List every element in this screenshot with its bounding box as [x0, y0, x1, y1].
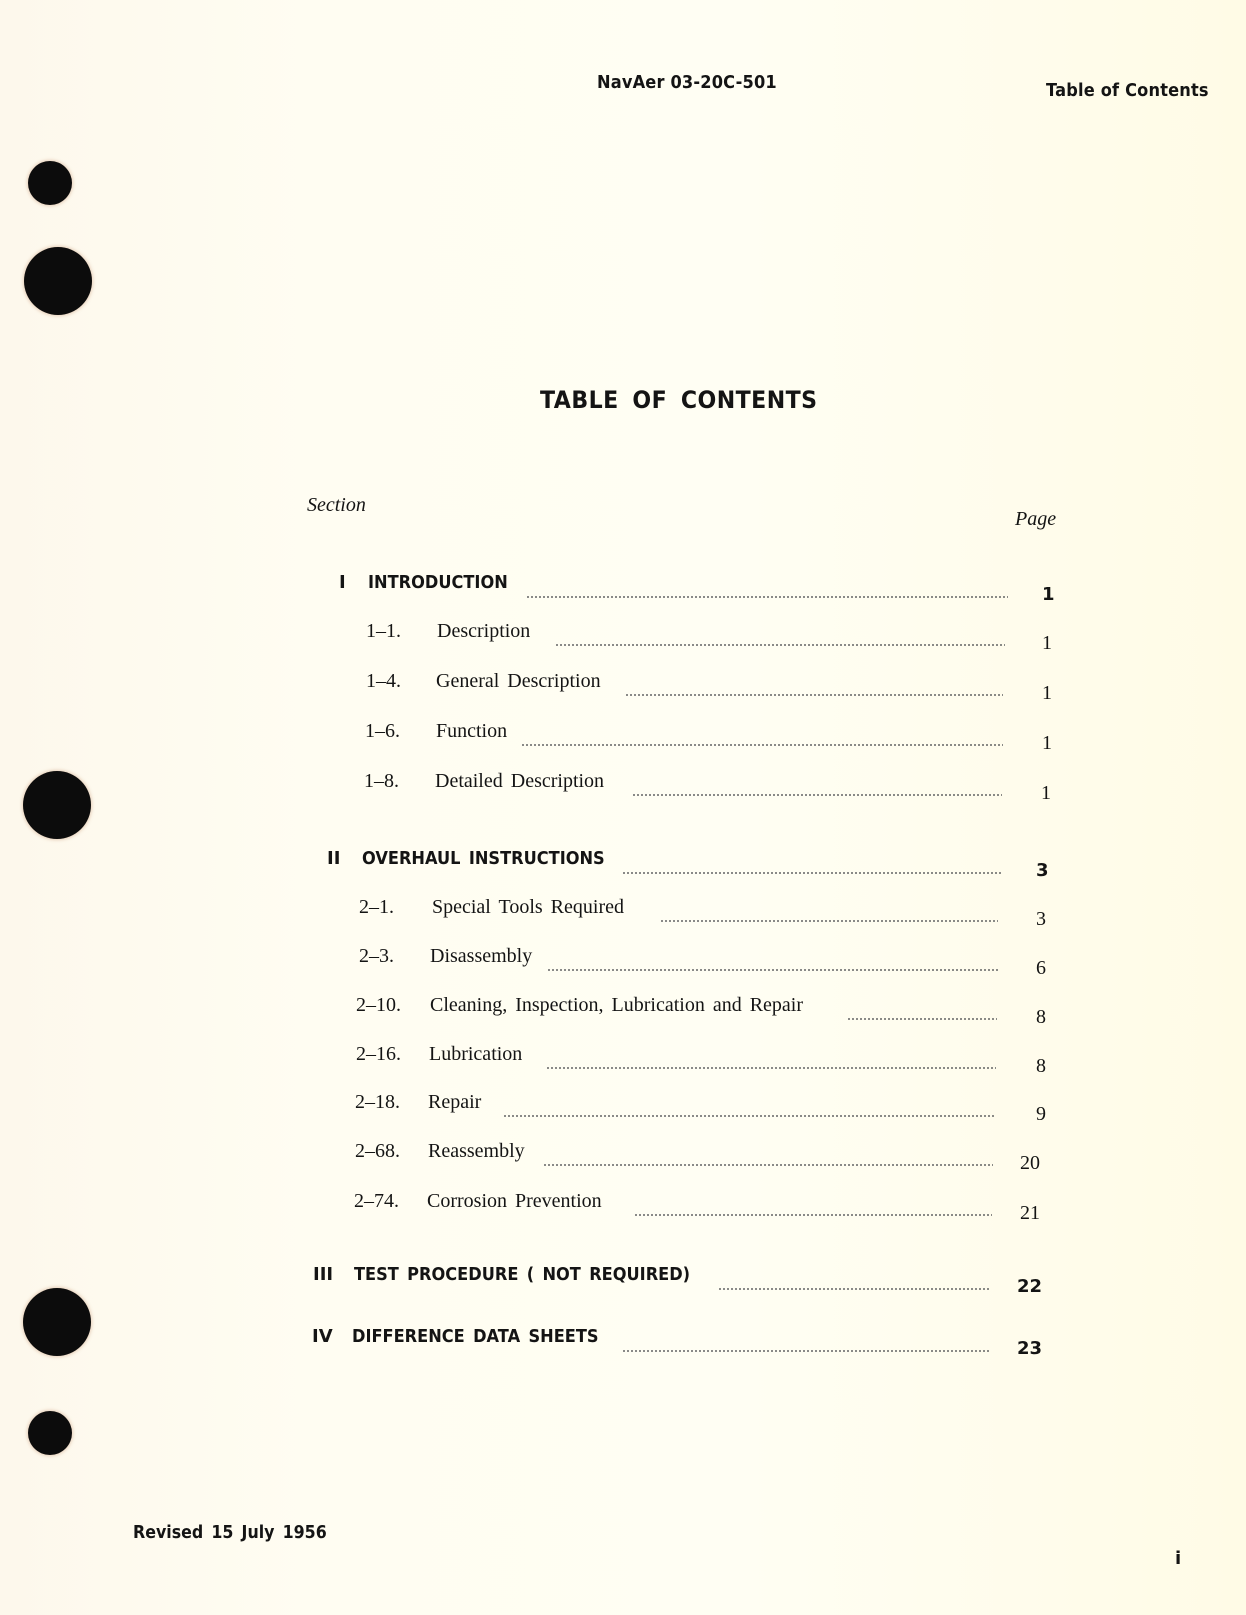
dot-leader	[622, 1350, 990, 1352]
section-title: TEST PROCEDURE ( NOT REQUIRED)	[354, 1264, 691, 1285]
page-number: 23	[1017, 1338, 1043, 1359]
paragraph-number: 1–1.	[366, 620, 401, 642]
binding-hole-large	[24, 247, 92, 315]
item-title: Corrosion Prevention	[427, 1190, 602, 1212]
dot-leader	[555, 644, 1005, 646]
item-title: Repair	[428, 1091, 482, 1113]
page-number: 9	[1036, 1103, 1046, 1125]
dot-leader	[521, 744, 1003, 746]
toc-item-row[interactable]	[0, 620, 1246, 654]
paragraph-number: 2–18.	[355, 1091, 400, 1113]
page-number: 1	[1042, 732, 1052, 754]
toc-item-row[interactable]	[0, 994, 1246, 1028]
item-title: Function	[436, 720, 508, 742]
paragraph-number: 2–68.	[355, 1140, 400, 1162]
toc-item-row[interactable]	[0, 770, 1246, 804]
page-column-label: Page	[1015, 508, 1057, 530]
dot-leader	[847, 1018, 997, 1020]
page-number: 8	[1036, 1055, 1046, 1077]
dot-leader	[634, 1214, 992, 1216]
dot-leader	[622, 872, 1002, 874]
item-title: Special Tools Required	[432, 896, 624, 918]
item-title: Reassembly	[428, 1140, 525, 1162]
dot-leader	[546, 1067, 996, 1069]
toc-section-row[interactable]	[0, 848, 1246, 881]
toc-section-row[interactable]	[0, 1264, 1246, 1297]
toc-section-row[interactable]	[0, 1326, 1246, 1359]
paragraph-number: 1–4.	[366, 670, 401, 692]
toc-item-row[interactable]	[0, 670, 1246, 704]
toc-item-row[interactable]	[0, 1043, 1246, 1077]
binding-hole-small	[28, 1411, 72, 1455]
section-title: OVERHAUL INSTRUCTIONS	[362, 848, 605, 869]
toc-section-row[interactable]	[0, 572, 1246, 605]
dot-leader	[632, 794, 1002, 796]
page-number: 1	[1042, 632, 1052, 654]
dot-leader	[660, 920, 998, 922]
paragraph-number: 2–1.	[359, 896, 394, 918]
toc-item-row[interactable]	[0, 1140, 1246, 1174]
paragraph-number: 1–8.	[364, 770, 399, 792]
revision-date: Revised 15 July 1956	[133, 1522, 327, 1543]
toc-item-row[interactable]	[0, 896, 1246, 930]
page-number: 8	[1036, 1006, 1046, 1028]
page-number: 1	[1041, 782, 1051, 804]
page-number: 3	[1036, 908, 1046, 930]
section-column-label: Section	[307, 494, 366, 516]
page-number: 3	[1036, 860, 1049, 881]
page-title: TABLE OF CONTENTS	[540, 386, 818, 414]
section-numeral: II	[327, 848, 341, 869]
dot-leader	[625, 694, 1003, 696]
page-number: 22	[1017, 1276, 1043, 1297]
item-title: Lubrication	[429, 1043, 523, 1065]
item-title: Disassembly	[430, 945, 533, 967]
item-title: General Description	[436, 670, 601, 692]
paragraph-number: 1–6.	[365, 720, 400, 742]
toc-item-row[interactable]	[0, 945, 1246, 979]
dot-leader	[543, 1164, 993, 1166]
page-number: 1	[1042, 584, 1055, 605]
page-number: 20	[1020, 1152, 1040, 1174]
toc-item-row[interactable]	[0, 720, 1246, 754]
page-number: 1	[1042, 682, 1052, 704]
paragraph-number: 2–16.	[356, 1043, 401, 1065]
document-number: NavAer 03-20C-501	[597, 72, 777, 93]
folio-page-number: i	[1175, 1548, 1182, 1569]
section-numeral: I	[339, 572, 346, 593]
item-title: Detailed Description	[435, 770, 605, 792]
section-numeral: IV	[312, 1326, 333, 1347]
dot-leader	[503, 1115, 995, 1117]
section-title: INTRODUCTION	[368, 572, 508, 593]
page-number: 21	[1020, 1202, 1040, 1224]
toc-item-row[interactable]	[0, 1091, 1246, 1125]
section-numeral: III	[313, 1264, 334, 1285]
paragraph-number: 2–3.	[359, 945, 394, 967]
toc-item-row[interactable]	[0, 1190, 1246, 1224]
section-title: DIFFERENCE DATA SHEETS	[352, 1326, 599, 1347]
page-number: 6	[1036, 957, 1046, 979]
dot-leader	[526, 596, 1008, 598]
dot-leader	[547, 969, 999, 971]
dot-leader	[718, 1288, 990, 1290]
paragraph-number: 2–74.	[354, 1190, 399, 1212]
paragraph-number: 2–10.	[356, 994, 401, 1016]
item-title: Description	[437, 620, 531, 642]
item-title: Cleaning, Inspection, Lubrication and Repair	[430, 994, 804, 1016]
binding-hole-small	[28, 161, 72, 205]
running-title: Table of Contents	[1046, 80, 1209, 101]
